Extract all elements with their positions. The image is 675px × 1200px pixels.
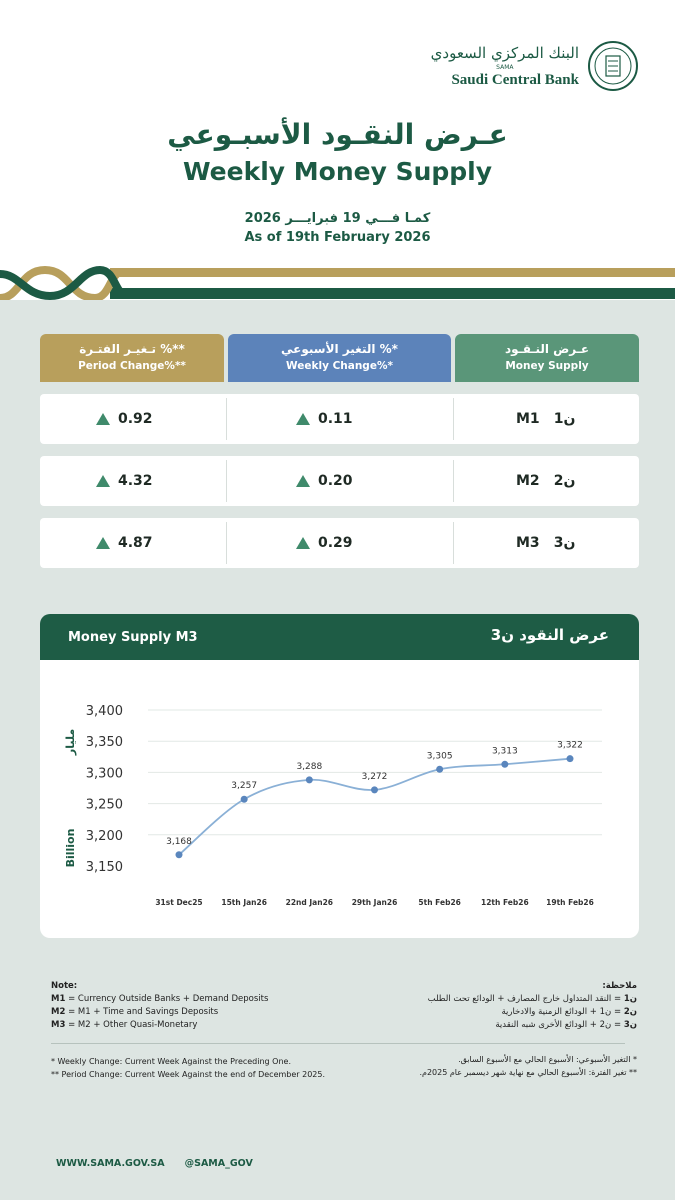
data-point (371, 786, 378, 793)
data-point (176, 851, 183, 858)
sama-logo (431, 40, 639, 92)
x-tick-label: 19th Feb26 (546, 898, 594, 907)
chart-header (40, 614, 639, 660)
weekly-change-cell: 0.20 (296, 456, 353, 506)
data-point (436, 766, 443, 773)
weekly-change-cell: 0.29 (296, 518, 353, 568)
weekly-change-cell: 0.11 (296, 394, 353, 444)
page-title-arabic: عـرض النقـود الأسبـوعي (167, 118, 508, 151)
table-row-m1 (40, 394, 639, 444)
up-triangle-icon (296, 475, 310, 487)
y-tick-label: 3,350 (85, 735, 123, 751)
up-triangle-icon (96, 475, 110, 487)
up-triangle-icon (96, 413, 110, 425)
footer-links (56, 1158, 253, 1169)
data-label: 3,257 (231, 781, 258, 792)
data-label: 3,272 (361, 771, 388, 782)
decorative-waves (0, 262, 675, 302)
brand-sama-abbrev: SAMA (496, 63, 514, 71)
money-supply-label: M2 ن2 (516, 473, 576, 489)
brand-name-arabic: البنك المركزي السعودي (430, 43, 579, 62)
data-point (241, 796, 248, 803)
table-row-m2 (40, 456, 639, 506)
divider (51, 1043, 625, 1044)
y-tick-label: 3,200 (85, 828, 123, 844)
table-row-m3 (40, 518, 639, 568)
note-line: M2 = M1 + Time and Savings Deposits (51, 1007, 219, 1017)
x-tick-label: 12th Feb26 (480, 898, 529, 907)
y-axis-label: Billion (64, 828, 77, 868)
note-line: M1 = Currency Outside Banks + Demand Deposits (51, 994, 269, 1004)
y-axis-label-arabic: مليار (64, 728, 77, 756)
notes-english: Note: M1 = Currency Outside Banks + Demand Deposits M2 = M1 + Time and Savings Deposits M3 = M2 + Other Quasi-Monetary (51, 981, 269, 1030)
up-triangle-icon (296, 413, 310, 425)
data-point (306, 776, 313, 783)
m3-line-chart (40, 660, 639, 938)
as-of-date: As of 19th February 2026 (244, 230, 431, 245)
x-tick-label: 31st Dec25 (155, 898, 203, 907)
data-label: 3,288 (296, 761, 323, 772)
x-tick-label: 5th Feb26 (418, 898, 461, 907)
as-of-date-arabic: كمـا فـــي 19 فبرايـــر 2026 (244, 211, 431, 226)
x-tick-label: 15th Jan26 (221, 898, 267, 907)
footnotes-english: * Weekly Change: Current Week Against the Preceding One. ** Period Change: Current Week Against the end of December 2025. (51, 1057, 326, 1079)
y-tick-label: 3,300 (85, 766, 123, 782)
website-link[interactable]: WWW.SAMA.GOV.SA (56, 1158, 165, 1169)
note-line: M3 = M2 + Other Quasi-Monetary (51, 1020, 198, 1030)
sama-seal-icon (587, 40, 639, 92)
header-weekly-change: التغير الأسبوعي %* Weekly Change%* (228, 334, 451, 382)
period-change-cell: 4.32 (96, 456, 153, 506)
x-tick-label: 29th Jan26 (351, 898, 398, 907)
social-handle-link[interactable]: @SAMA_GOV (184, 1158, 253, 1169)
note-line: ن2 = ن1 + الودائع الزمنية والادخارية (501, 1007, 637, 1017)
header-money-supply: عـرض النـقـود Money Supply (455, 334, 639, 382)
footnotes-arabic: * التغير الأسبوعي: الأسبوع الحالي مع الأسبوع السابق. ** تغير الفترة: الأسبوع الحالي مع نهاية شهر ديسمبر عام 2025م. (419, 1055, 637, 1077)
period-change-cell: 0.92 (96, 394, 153, 444)
note-line: ن3 = ن2 + الودائع الأخرى شبه النقدية (495, 1020, 637, 1030)
brand-name-english: Saudi Central Bank (451, 71, 579, 88)
money-supply-label: M3 ن3 (516, 535, 576, 551)
data-label: 3,322 (557, 740, 583, 751)
notes-arabic: ملاحظة: ن1 = النقد المتداول خارج المصارف + الودائع تحت الطلب ن2 = ن1 + الودائع الزمنية والادخارية ن3 = ن2 + الودائع الأخرى شبه النقدية (427, 981, 637, 1030)
chart-title: Money Supply M3 (68, 630, 198, 645)
up-triangle-icon (96, 537, 110, 549)
y-tick-label: 3,250 (85, 797, 123, 813)
data-point (501, 761, 508, 768)
chart-title-arabic: عرض النقود ن3 (490, 626, 609, 644)
page-header (0, 0, 675, 300)
page-title: Weekly Money Supply (182, 157, 493, 186)
x-tick-label: 22nd Jan26 (285, 898, 334, 907)
data-point (567, 755, 574, 762)
up-triangle-icon (296, 537, 310, 549)
y-tick-label: 3,400 (85, 704, 123, 719)
data-label: 3,305 (426, 751, 453, 762)
data-label: 3,313 (491, 746, 518, 757)
money-supply-label: M1 ن1 (516, 411, 576, 427)
header-period-change: تـغيـر الفتـرة %** Period Change%** (40, 334, 224, 382)
y-tick-label: 3,150 (85, 860, 123, 875)
period-change-cell: 4.87 (96, 518, 153, 568)
data-label: 3,168 (166, 836, 192, 847)
note-line: ن1 = النقد المتداول خارج المصارف + الودائع تحت الطلب (427, 994, 637, 1004)
